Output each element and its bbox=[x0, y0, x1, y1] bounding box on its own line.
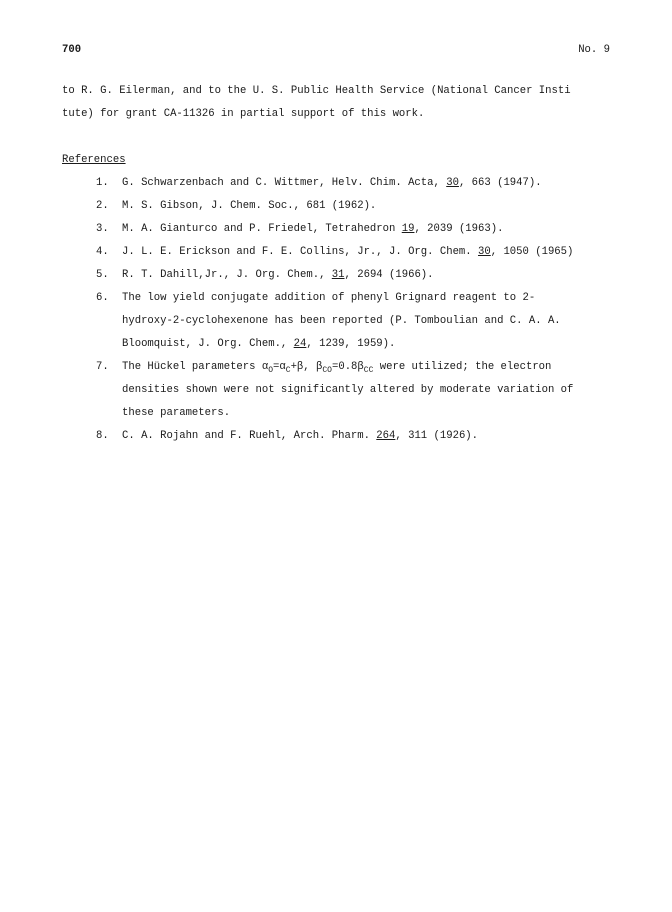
reference-text: C. A. Rojahn and F. Ruehl, Arch. Pharm. bbox=[122, 430, 377, 442]
reference-5 bbox=[96, 269, 434, 281]
reference-volume: 264 bbox=[376, 430, 396, 442]
reference-text-end: , 1050 (1965) bbox=[490, 246, 574, 258]
alpha-symbol: α bbox=[261, 361, 269, 373]
reference-number: 2. bbox=[96, 200, 109, 212]
reference-text: Bloomquist, J. Org. Chem., bbox=[122, 338, 294, 350]
subscript-co: CO bbox=[322, 366, 332, 375]
references-heading: References bbox=[62, 154, 126, 166]
reference-volume: 30 bbox=[446, 177, 459, 189]
reference-text: M. A. Gianturco and P. Friedel, Tetrahedron bbox=[122, 223, 402, 235]
reference-text-end: were utilized; the electron bbox=[373, 361, 552, 373]
reference-text: J. L. E. Erickson and F. E. Collins, Jr., J. Org. Chem. bbox=[122, 246, 479, 258]
issue-number: No. 9 bbox=[578, 44, 610, 56]
subscript-cc: CC bbox=[363, 366, 374, 375]
reference-4 bbox=[96, 246, 573, 258]
reference-6 bbox=[96, 292, 535, 304]
reference-7 bbox=[96, 361, 551, 373]
reference-text-end: , 311 (1926). bbox=[395, 430, 479, 442]
reference-number: 6. bbox=[96, 292, 109, 304]
reference-text: The Hückel parameters bbox=[122, 361, 262, 373]
reference-volume: 19 bbox=[401, 223, 415, 235]
reference-text: M. S. Gibson, J. Chem. Soc., 681 (1962). bbox=[122, 200, 377, 212]
reference-7-line-3: these parameters. bbox=[122, 407, 231, 419]
reference-number: 4. bbox=[96, 246, 109, 258]
plus-beta: +β, bbox=[290, 361, 317, 373]
reference-3 bbox=[96, 223, 503, 235]
reference-volume: 24 bbox=[293, 338, 307, 350]
reference-text-end: , 1239, 1959). bbox=[306, 338, 396, 350]
reference-1 bbox=[96, 177, 542, 189]
reference-number: 7. bbox=[96, 361, 109, 373]
reference-text-line-1: The low yield conjugate addition of phenyl Grignard reagent to 2- bbox=[122, 292, 536, 304]
reference-text-end: , 663 (1947). bbox=[458, 177, 542, 189]
reference-number: 8. bbox=[96, 430, 109, 442]
reference-6-line-2: hydroxy-2-cyclohexenone has been reported (P. Tomboulian and C. A. A. bbox=[122, 315, 561, 327]
reference-volume: 31 bbox=[331, 269, 345, 281]
reference-number: 1. bbox=[96, 177, 109, 189]
reference-text-end: , 2039 (1963). bbox=[414, 223, 504, 235]
subscript-o: O bbox=[268, 366, 274, 375]
acknowledgement-line-2: tute) for grant CA-11326 in partial support of this work. bbox=[62, 108, 425, 120]
beta-symbol: β bbox=[316, 361, 323, 373]
equals-beta: =0.8β bbox=[331, 361, 364, 373]
reference-number: 3. bbox=[96, 223, 109, 235]
reference-text: G. Schwarzenbach and C. Wittmer, Helv. Chim. Acta, bbox=[122, 177, 447, 189]
reference-7-line-2: densities shown were not significantly altered by moderate variation of bbox=[122, 384, 574, 396]
reference-6-line-3 bbox=[122, 338, 395, 350]
acknowledgement-line-1: to R. G. Eilerman, and to the U. S. Public Health Service (National Cancer Insti bbox=[62, 85, 571, 97]
reference-8 bbox=[96, 430, 478, 442]
equals-alpha: =α bbox=[273, 361, 286, 373]
reference-volume: 30 bbox=[478, 246, 491, 258]
reference-number: 5. bbox=[96, 269, 109, 281]
reference-text-end: , 2694 (1966). bbox=[344, 269, 434, 281]
page-number: 700 bbox=[62, 44, 82, 56]
subscript-c: C bbox=[285, 366, 291, 375]
reference-text: R. T. Dahill,Jr., J. Org. Chem., bbox=[122, 269, 332, 281]
reference-2 bbox=[96, 200, 376, 212]
